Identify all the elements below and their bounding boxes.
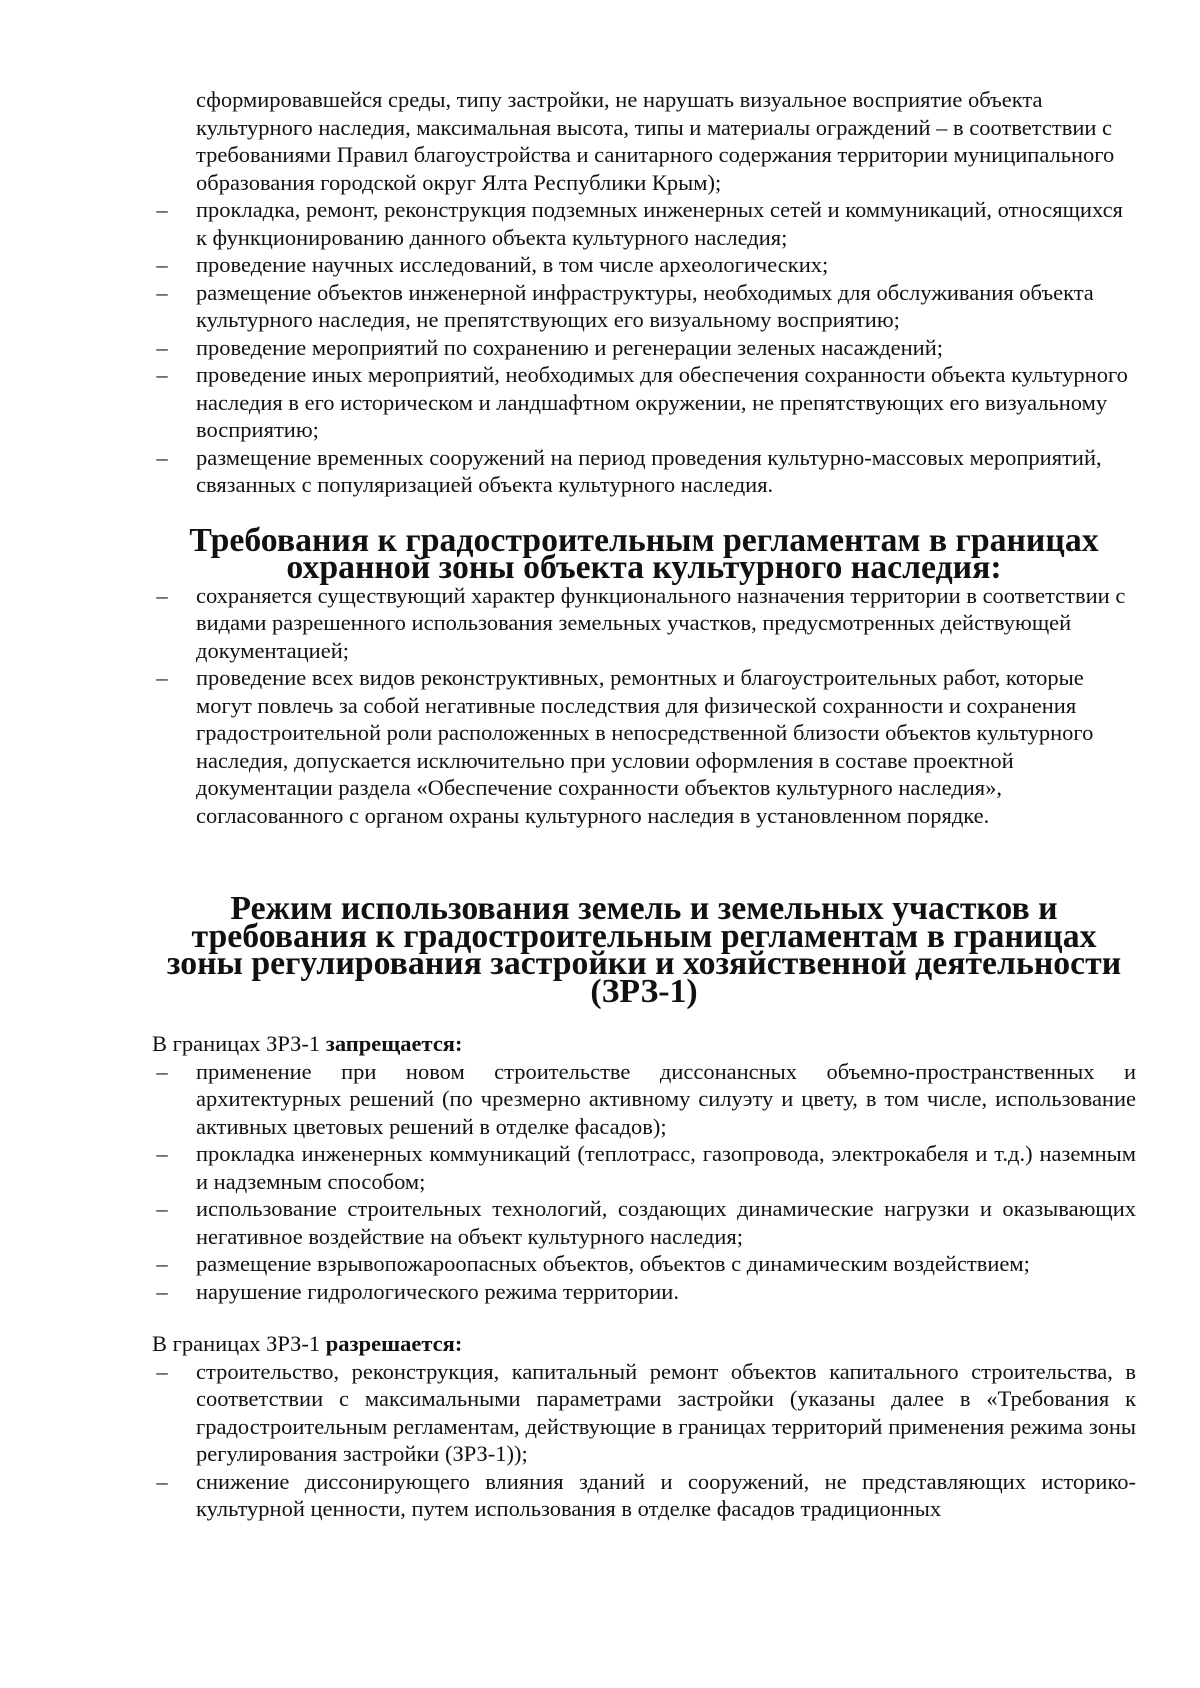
list-item: – использование строительных технологий, создающих динамические нагрузки и оказывающих негативное воздействие на объект культурного наследия;: [152, 1195, 1136, 1250]
list-item: – применение при новом строительстве диссонансных объемно-пространственных и архитектурных решений (по чрезмерно активному силуэту и цвету, в том числе, использование активных цветовых решений в отделке фасадов);: [152, 1058, 1136, 1141]
dash-marker: –: [156, 252, 168, 277]
protection-zone-list: [152, 582, 1136, 830]
list-item: – размещение временных сооружений на период проведения культурно-массовых мероприятий, связанных с популяризацией объекта культурного наследия.: [152, 444, 1136, 499]
list-item: – прокладка инженерных коммуникаций (теплотрасс, газопровода, электрокабеля и т.д.) наземным и надземным способом;: [152, 1140, 1136, 1195]
list-item: – строительство, реконструкция, капитальный ремонт объектов капитального строительства, в соответствии с максимальными параметрами застройки (указаны далее в «Требования к градостроительным регламентам, действующие в границах территорий применения режима зоны регулирования застройки (ЗРЗ-1));: [152, 1358, 1136, 1468]
dash-marker: –: [156, 197, 168, 222]
dash-marker: –: [156, 334, 168, 360]
spacer: [152, 1305, 1136, 1330]
prohibited-list: [152, 1058, 1136, 1306]
dash-marker: –: [156, 582, 168, 608]
dash-marker: –: [156, 362, 168, 387]
dash-marker: –: [156, 1358, 168, 1384]
dash-marker: –: [156, 279, 168, 305]
permitted-list: [152, 1358, 1136, 1523]
list-item: – прокладка, ремонт, реконструкция подземных инженерных сетей и коммуникаций, относящихся к функционированию данного объекта культурного наследия;: [152, 196, 1136, 251]
list-item: – проведение всех видов реконструктивных, ремонтных и благоустроительных работ, которые могут повлечь за собой негативные последствия для физической сохранности и сохранения градостроительной роли расположенных в непосредственной близости объектов культурного наследия, допускается исключительно при условии оформления в составе проектной документации раздела «Обеспечение сохранности объектов культурного наследия», согласованного с органом охраны культурного наследия в установленном порядке.: [152, 664, 1136, 829]
list-item: – сохраняется существующий характер функционального назначения территории в соответствии с видами разрешенного использования земельных участков, предусмотренных действующей документацией;: [152, 582, 1136, 665]
prohibited-intro: В границах ЗРЗ-1 запрещается:: [152, 1031, 463, 1056]
zrz-section-heading: Режим использования земель и земельных участков и требования к градостроительным регламентам в границах зоны регулирования застройки и хозяйственной деятельности (ЗРЗ-1): [166, 890, 1122, 1010]
dash-marker: –: [156, 665, 168, 690]
list-item: – снижение диссонирующего влияния зданий и сооружений, не представляющих историко-культурной ценности, путем использования в отделке фасадов традиционных: [152, 1468, 1136, 1523]
list-item: – проведение иных мероприятий, необходимых для обеспечения сохранности объекта культурного наследия в его историческом и ландшафтном окружении, не препятствующих его визуальному восприятию;: [152, 361, 1136, 444]
dash-marker: –: [156, 1141, 168, 1166]
dash-marker: –: [156, 1196, 168, 1221]
list-item: – размещение взрывопожароопасных объектов, объектов с динамическим воздействием;: [152, 1250, 1136, 1278]
dash-marker: –: [156, 1058, 168, 1084]
list-item: – проведение научных исследований, в том числе археологических;: [152, 251, 1136, 279]
protection-zone-heading: Требования к градостроительным регламентам в границах охранной зоны объекта культурного наследия:: [189, 521, 1099, 586]
spacer: [152, 829, 1136, 895]
dash-marker: –: [156, 1468, 168, 1494]
dash-marker: –: [156, 1278, 168, 1304]
list-item: – проведение мероприятий по сохранению и регенерации зеленых насаждений;: [152, 334, 1136, 362]
list-item: – размещение объектов инженерной инфраструктуры, необходимых для обслуживания объекта культурного наследия, не препятствующих его визуальному восприятию;: [152, 279, 1136, 334]
permitted-intro: В границах ЗРЗ-1 разрешается:: [152, 1331, 463, 1356]
first-list: [152, 196, 1136, 499]
list-item: – нарушение гидрологического режима территории.: [152, 1278, 1136, 1306]
opening-paragraph: сформировавшейся среды, типу застройки, не нарушать визуальное восприятие объекта культурного наследия, максимальная высота, типы и материалы ограждений – в соответствии с требованиями Правил благоустройства и санитарного содержания территории муниципального образования городской округ Ялта Республики Крым);: [196, 87, 1115, 195]
dash-marker: –: [156, 444, 168, 470]
document-page: [152, 86, 1136, 1523]
dash-marker: –: [156, 1251, 168, 1276]
